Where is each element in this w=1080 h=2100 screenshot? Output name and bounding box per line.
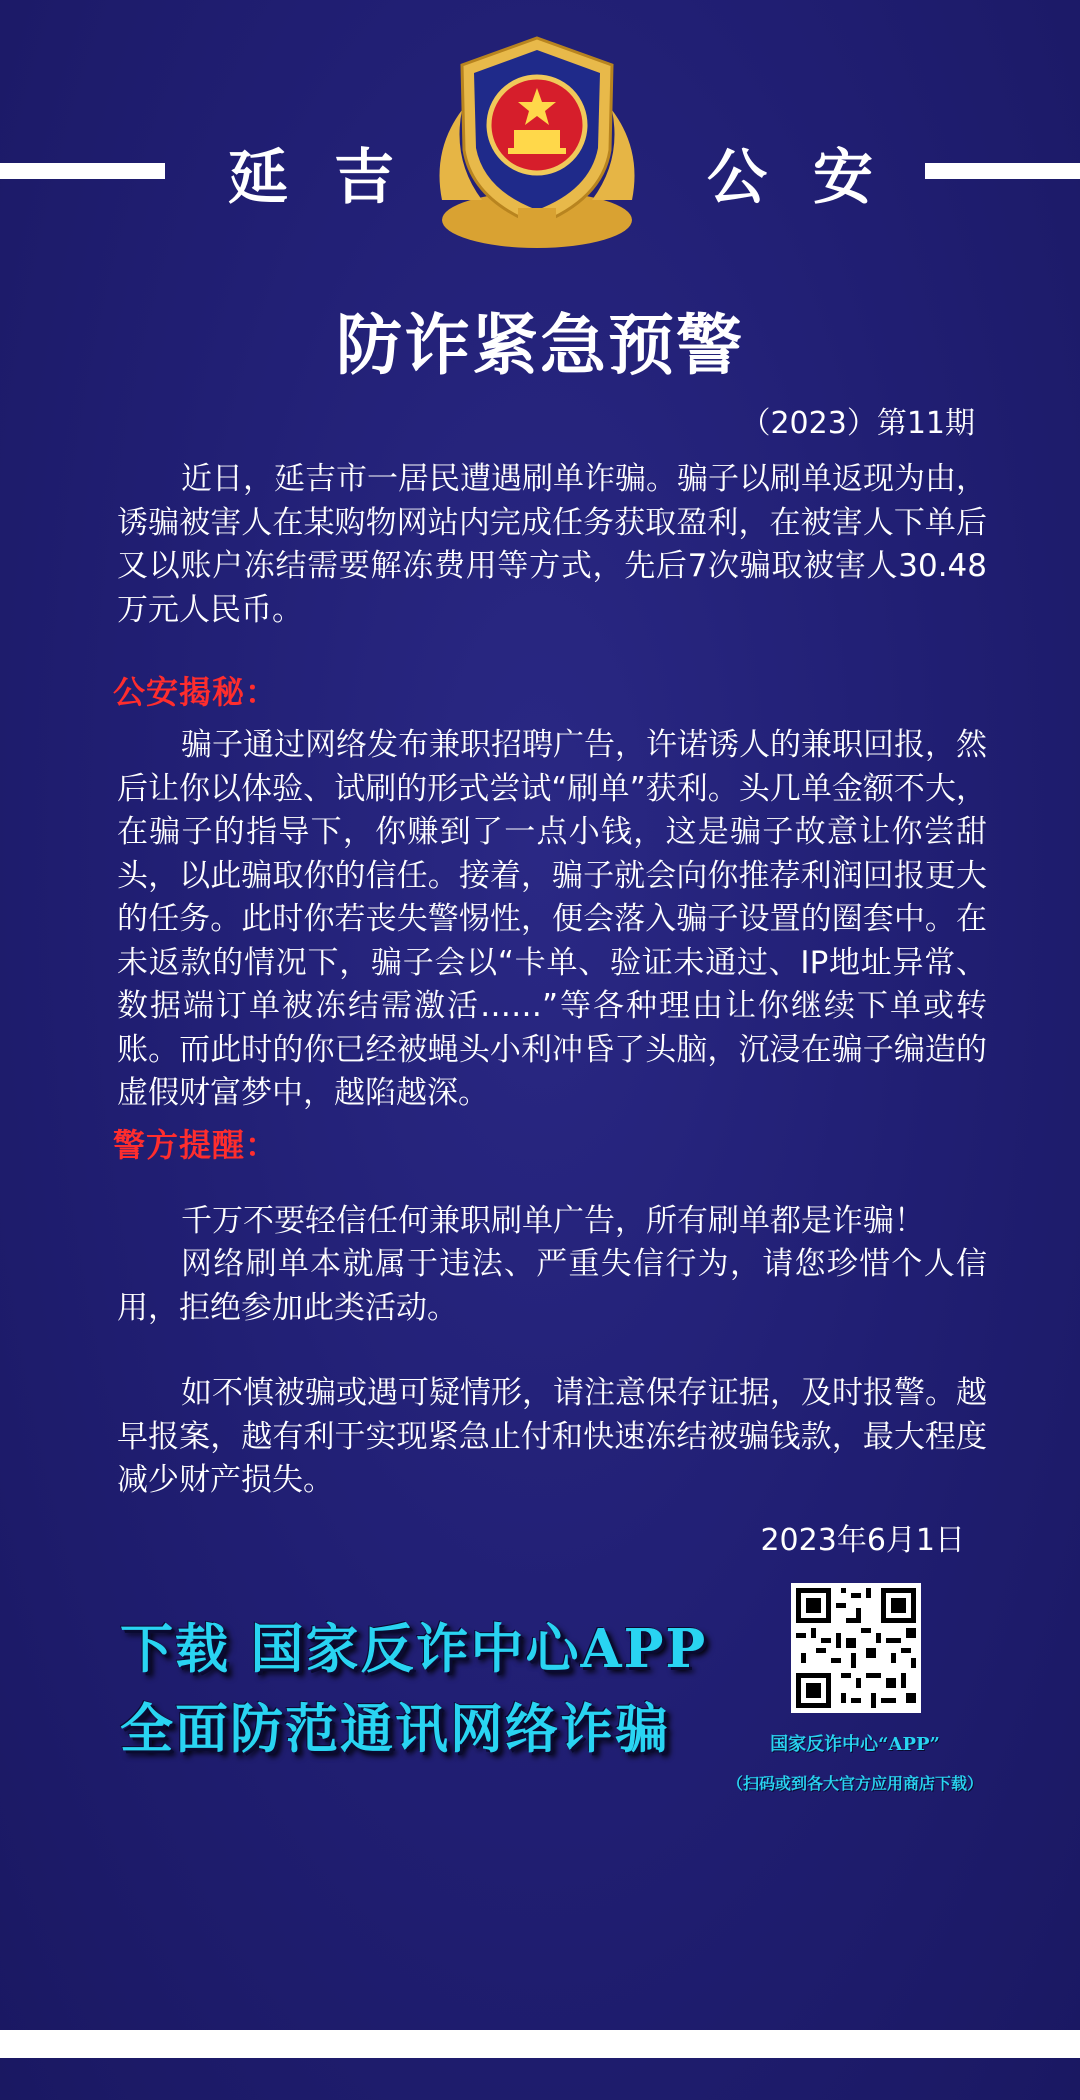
header-right-rule: [925, 163, 1080, 179]
section-heading-reminder: 警方提醒：: [113, 1126, 279, 1164]
page-title: 防诈紧急预警: [336, 307, 744, 384]
police-emblem-icon: [422, 30, 652, 255]
publish-date: 2023年6月1日: [760, 1523, 965, 1558]
section-heading-revealed: 公安揭秘：: [113, 673, 279, 711]
reminder-paragraph-3: 如不慎被骗或遇可疑情形，请注意保存证据，及时报警。越早报案，越有利于实现紧急止付和快速冻结被骗钱款，最大程度减少财产损失。: [117, 1375, 987, 1498]
qr-code-graphic: [791, 1583, 921, 1713]
header-left-rule: [0, 163, 165, 179]
intro-paragraph: 近日，延吉市一居民遭遇刷单诈骗。骗子以刷单返现为由，诱骗被害人在某购物网站内完成任务获取盈利，在被害人下单后又以账户冻结需要解冻费用等方式，先后7次骗取被害人30.48万元人民币。: [117, 461, 987, 628]
revealed-paragraph: 骗子通过网络发布兼职招聘广告，许诺诱人的兼职回报，然后让你以体验、试刷的形式尝试“刷单”获利。头几单金额不大，在骗子的指导下，你赚到了一点小钱，这是骗子故意让你尝甜头，以此骗取你的信任。接着，骗子就会向你推荐利润回报更大的任务。此时你若丧失警惕性，便会落入骗子设置的圈套中。在未返款的情况下，骗子会以“卡单、验证未通过、IP地址异常、数据端订单被冻结需激活……”等各种理由让你继续下单或转账。而此时的你已经被蝇头小利冲昏了头脑，沉浸在骗子编造的虚假财富梦中，越陷越深。: [117, 727, 987, 1111]
reminder-paragraph-1: 千万不要轻信任何兼职刷单广告，所有刷单都是诈骗！: [181, 1203, 925, 1239]
reminder-paragraph-2: 网络刷单本就属于违法、严重失信行为，请您珍惜个人信用，拒绝参加此类活动。: [117, 1246, 987, 1326]
promo-slogan-download: 下载 国家反诈中心APP: [120, 1618, 708, 1680]
qr-code-icon[interactable]: [791, 1583, 921, 1713]
header-left-text: 延吉: [228, 143, 440, 213]
header-right-text: 公安: [707, 143, 919, 213]
footer-rule: [0, 2030, 1080, 2058]
issue-number: （2023）第11期: [740, 406, 975, 441]
promo-slogan-prevent: 全面防范通讯网络诈骗: [120, 1698, 670, 1760]
qr-download-hint: （扫码或到各大官方应用商店下载）: [726, 1774, 983, 1793]
qr-app-name: 国家反诈中心“APP”: [770, 1734, 940, 1755]
